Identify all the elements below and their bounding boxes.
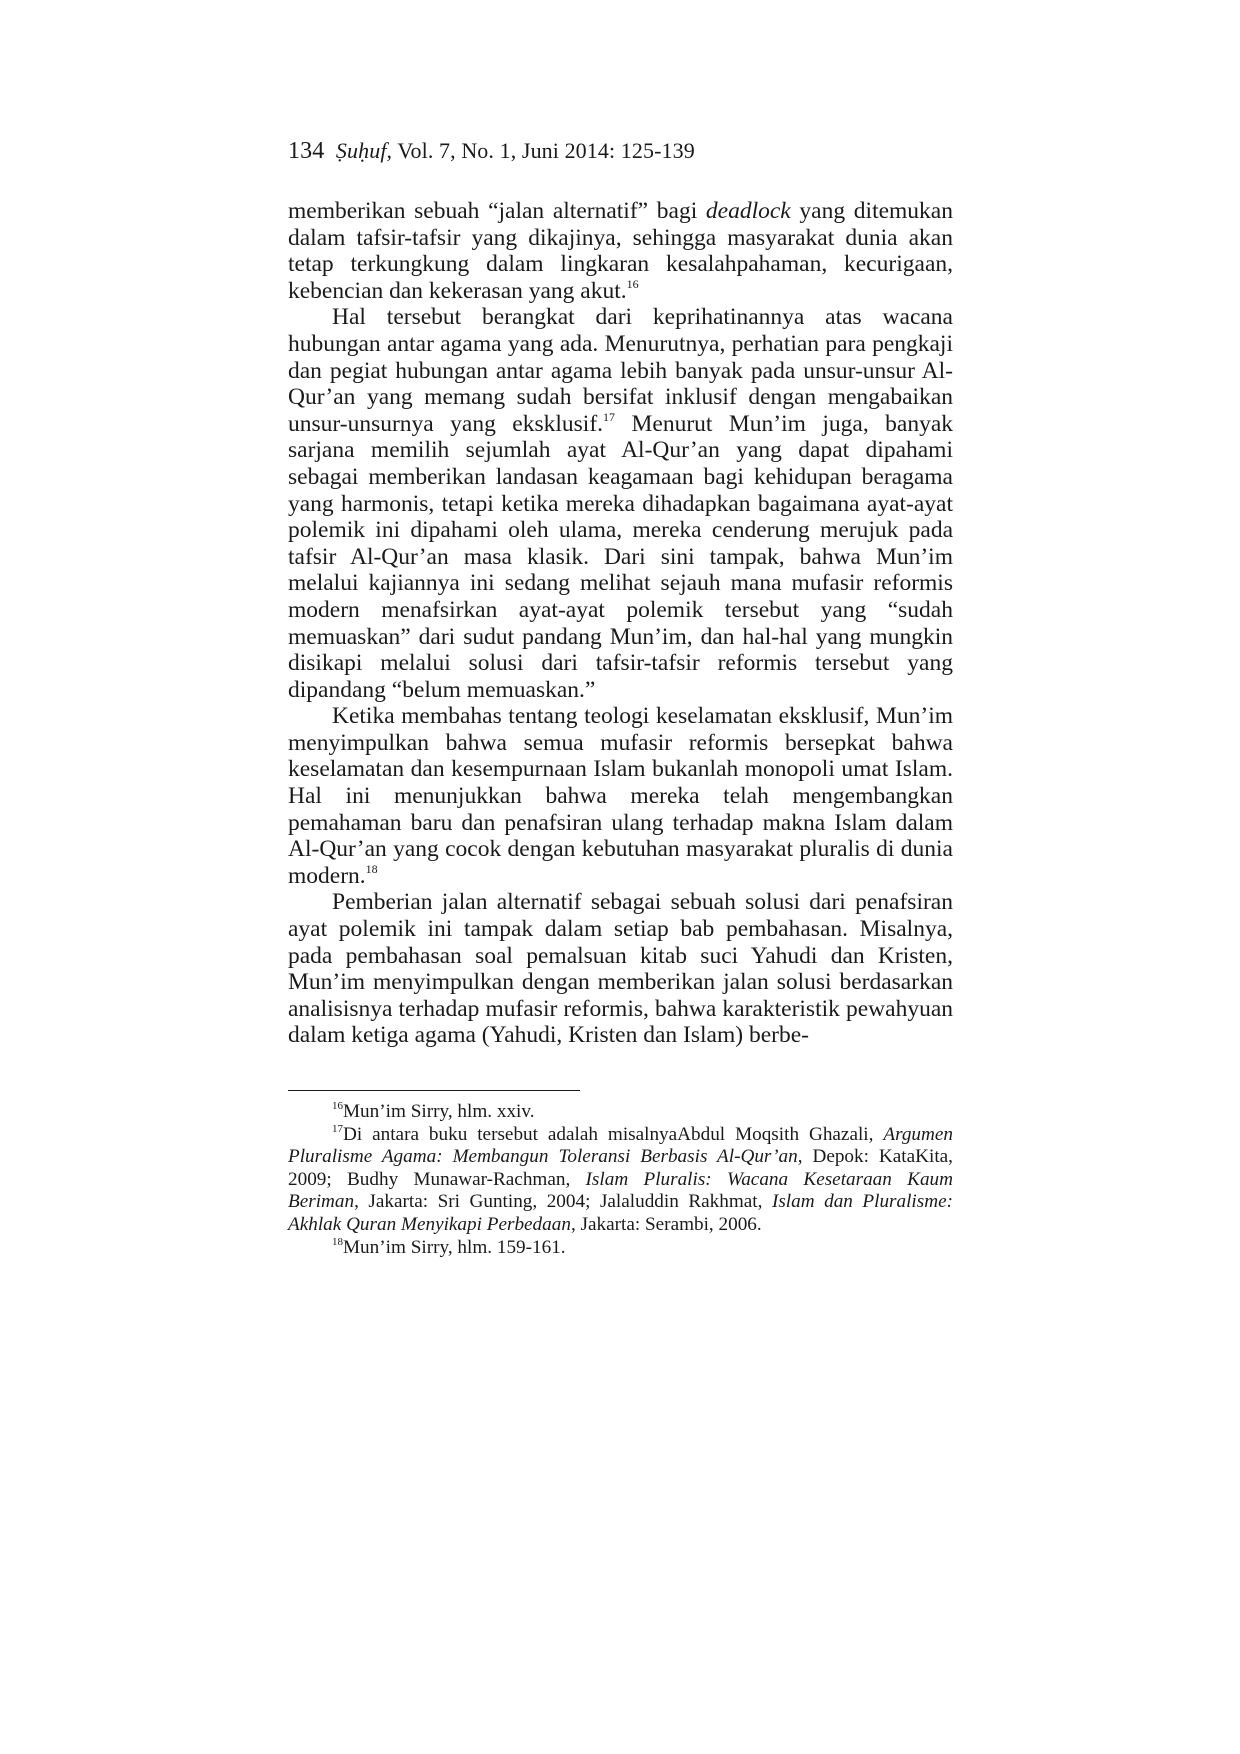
paragraph-text: Pemberian jalan alternatif sebagai sebuah solusi dari penafsiran ayat polemik ini tampak dalam setiap bab pembahasan. Misalnya, pada pembahasan soal pemalsuan kitab suci Yahudi dan Kristen, Mun’im menyimpulkan dengan memberikan jalan solusi berdasarkan analisisnya terhadap mufasir reformis, bahwa karakteristik pewahyuan dalam ketiga agama (Yahudi, Kristen dan Islam) berbe- [288, 889, 953, 1049]
footnote-text: Di antara buku tersebut adalah misalnyaAbdul Moqsith Ghazali, [343, 1123, 884, 1145]
paragraph-2 [288, 304, 953, 703]
footnote-text: , Jakarta: Sri Gunting, 2004; Jalaluddin Rakhmat, [354, 1191, 772, 1213]
paragraph-text: memberikan sebuah “jalan alternatif” bagi [288, 198, 706, 224]
footnote-number: 16 [332, 1100, 343, 1112]
footnote-text: Mun’im Sirry, hlm. 159-161. [343, 1236, 566, 1258]
footnote-18 [288, 1237, 953, 1260]
footnote-number: 18 [332, 1235, 343, 1248]
footnote-divider [288, 1090, 580, 1091]
paragraph-4 [288, 889, 953, 1049]
page-number: 134 [288, 138, 325, 164]
running-header [288, 138, 695, 165]
footnote-text: , Depok: KataKita, 2009; Budhy Munawar-Rachman, [288, 1146, 953, 1190]
book-title: Islam dan Pluralisme: Akhlak Quran Menyikapi Perbedaan [288, 1191, 953, 1235]
footnote-text: , Jakarta: Serambi, 2006. [570, 1213, 762, 1235]
footnote-17 [288, 1124, 953, 1237]
paragraph-text: yang ditemukan dalam tafsir-tafsir yang dikajinya, sehingga masyarakat dunia akan tetap terkungkung dalam lingkaran kesalahpahaman, kecurigaan, kebencian dan kekerasan yang akut. [288, 198, 953, 304]
issue-info: , Vol. 7, No. 1, Juni 2014: 125-139 [386, 138, 695, 163]
footnotes [288, 1101, 953, 1259]
book-title: Islam Pluralis: Wacana Kesetaraan Kaum Beriman [288, 1168, 953, 1213]
paragraph-3 [288, 703, 953, 889]
footnote-number: 17 [332, 1122, 343, 1135]
footnote-ref-16[interactable]: 16 [626, 276, 639, 291]
book-title: Argumen Pluralisme Agama: Membangun Toleransi Berbasis Al-Qur’an [288, 1123, 953, 1168]
footnote-ref-18[interactable]: 18 [365, 861, 378, 876]
emphasis-text: deadlock [705, 198, 791, 224]
paragraph-text: Ketika membahas tentang teologi keselamatan eksklusif, Mun’im menyimpulkan bahwa semua mufasir reformis bersepkat bahwa keselamatan dan kesempurnaan Islam bukanlah monopoli umat Islam. Hal ini menunjukkan bahwa mereka telah mengembangkan pemahaman baru dan penafsiran ulang terhadap makna Islam dalam Al-Qur’an yang cocok dengan kebutuhan masyarakat pluralis di dunia modern. [288, 703, 953, 889]
footnote-16 [288, 1101, 953, 1124]
paragraph-text: Menurut Mun’im juga, banyak sarjana memilih sejumlah ayat Al-Qur’an yang dapat dipahami sebagai memberikan landasan keagamaan bagi kehidupan beragama yang harmonis, tetapi ketika mereka dihadapkan bagaimana ayat-ayat polemik ini dipahami oleh ulama, mereka cenderung merujuk pada tafsir Al-Qur’an masa klasik. Dari sini tampak, bahwa Mun’im melalui kajiannya ini sedang melihat sejauh mana mufasir reformis modern menafsirkan ayat-ayat polemik tersebut yang “sudah memuaskan” dari sudut pandang Mun’im, dan hal-hal yang mungkin disikapi melalui solusi dari tafsir-tafsir reformis tersebut yang dipandang “belum memuaskan.” [288, 410, 954, 703]
paragraph-text: Hal tersebut berangkat dari keprihatinannya atas wacana hubungan antar agama yang ada. Menurutnya, perhatian para pengkaji dan pegiat hubungan antar agama lebih banyak pada unsur-unsur Al-Qur’an yang memang sudah bersifat inklusif dengan mengabaikan unsur-unsurnya yang eksklusif. [288, 304, 953, 437]
footnote-text: Mun’im Sirry, hlm. xxiv. [343, 1101, 535, 1122]
body-text [288, 198, 953, 1049]
paragraph-1 [288, 198, 953, 304]
footnote-ref-17[interactable]: 17 [603, 409, 616, 424]
journal-title: Ṣuḥuf [335, 138, 387, 163]
